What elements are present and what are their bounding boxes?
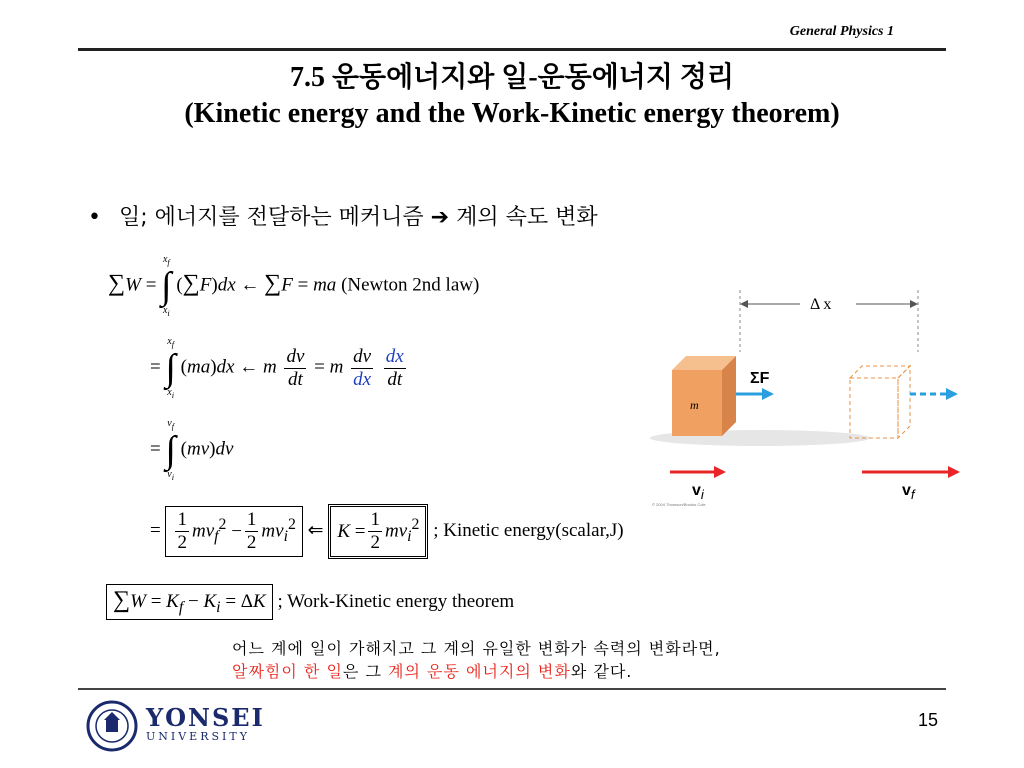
university-logo-text <box>146 703 265 744</box>
course-header: General Physics 1 <box>789 24 894 39</box>
velocity-arrowhead-initial <box>714 466 726 478</box>
kinetic-energy-change: 계의 운동 에너지의 변화 <box>388 662 571 681</box>
equation-4: = $\frac{1}{2}$ $mv_f^2$ − $\frac{1}{2}$ $mv_i^2$ ⇐ K = $\frac{1}{2}$ $mv_i^2$ ; Kinetic energy(scalar,J) <box>150 504 624 559</box>
seal-text <box>86 700 87 701</box>
equation-1: ∑W = $x_f$ ∫ $x_i$ (∑F)dx ← ∑F = ma (Newton 2nd law) <box>108 254 480 318</box>
force-arrowhead-initial <box>762 388 774 400</box>
newton-law-note: (Newton 2nd law) <box>341 274 480 296</box>
note-line-2: 알짜힘이 한 일은 그 계의 운동 에너지의 변화와 같다. <box>232 662 633 681</box>
bullet-text: 일; 에너지를 전달하는 메커니즘 ➔ 계의 속도 변화 <box>118 205 598 230</box>
bottom-rule <box>78 688 946 690</box>
kinetic-energy-box: K = $\frac{1}{2}$ $mv_i^2$ <box>328 504 428 559</box>
kinetic-energy-note: ; Kinetic energy(scalar,J) <box>433 519 624 541</box>
bullet-marker: • <box>88 205 101 230</box>
equation-3: = $v_f$ ∫ $v_i$ (mv)dv <box>150 418 234 482</box>
bullet-point <box>88 200 598 231</box>
title-english: (Kinetic energy and the Work-Kinetic energy theorem) <box>184 98 840 129</box>
work-diagram <box>640 282 970 512</box>
logo-name: YONSEI <box>146 703 265 732</box>
net-force-work: 알짜힘이 한 일 <box>232 662 343 681</box>
kinetic-difference-box: $\frac{1}{2}$ $mv_f^2$ − $\frac{1}{2}$ $mv_i^2$ <box>165 506 302 557</box>
dx-arrow-left <box>740 300 748 308</box>
final-velocity-label: $v_f$ <box>902 482 915 503</box>
work-kinetic-note: ; Work-Kinetic energy theorem <box>277 591 515 612</box>
net-force-label: ΣF <box>750 370 770 387</box>
final-block-outline <box>850 366 910 438</box>
force-arrowhead-final <box>946 388 958 400</box>
theorem-note <box>232 636 721 682</box>
logo-sub: UNIVERSITY <box>146 730 250 743</box>
initial-velocity-label: $v_i$ <box>692 482 704 503</box>
work-kinetic-box: $\sum W = K_f - K_i = \Delta K$ <box>106 584 273 620</box>
slide-title <box>0 60 1024 132</box>
dx-arrow-right <box>910 300 918 308</box>
displacement-label: Δ x <box>810 296 832 313</box>
top-rule <box>78 48 946 51</box>
velocity-arrowhead-final <box>948 466 960 478</box>
note-line-1: 어느 계에 일이 가해지고 그 계의 유일한 변화가 속력의 변화라면, <box>232 639 721 658</box>
copyright-note: © 2004 Thomson/Brooks Cole <box>652 502 706 507</box>
title-korean: 7.5 운동에너지와 일-운동에너지 정리 <box>290 62 734 93</box>
mass-block <box>672 356 736 436</box>
page-number: 15 <box>917 710 938 730</box>
equation-5 <box>106 584 514 620</box>
diagram-svg <box>640 282 970 512</box>
mass-label: m <box>690 398 699 412</box>
university-seal <box>86 700 138 752</box>
seal-icon <box>86 700 138 752</box>
equation-2: = $x_f$ ∫ $x_i$ (ma)dx ← m $\frac{dv}{dt}$ = m $\frac{dv}{dx}$ $\frac{dx}{dt}$ <box>150 336 404 400</box>
